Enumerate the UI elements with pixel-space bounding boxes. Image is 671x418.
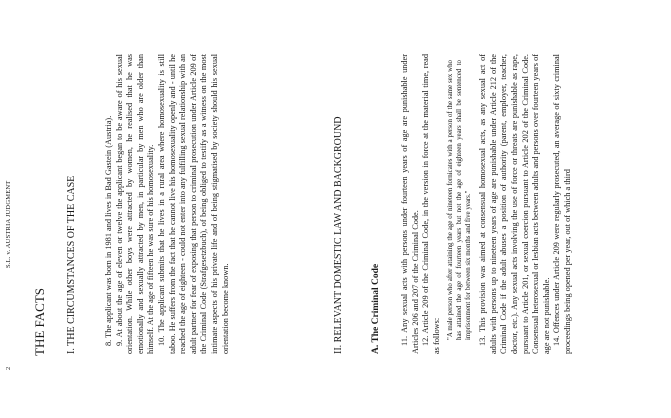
circumstances-body [104, 54, 231, 354]
page-number: 2 [5, 366, 12, 370]
domestic-law-body [400, 54, 574, 354]
paragraph-12: 12. Article 209 of the Criminal Code, in the version in force at the material time, read as follows: [421, 54, 441, 354]
paragraph-9: 9. At about the age of eleven or twelve the applicant began to be aware of his sexual orientation. While other boys were attracted by women, he realised that he was emotionally and sexually attracted by men, in particular by men who are older than himself. At the age of fifteen he was sure of his homosexuality. [114, 54, 156, 354]
paragraph-11: 11. Any sexual acts with persons under fourteen years of age are punishable under Articles 206 and 207 of the Criminal Code. [400, 54, 420, 354]
paragraph-14: 14. Offences under Article 209 were regularly prosecuted, an average of sixty criminal proceedings being opened per year, out of which a third [552, 54, 572, 354]
article-209-quote: "A male person who after attaining the age of nineteen fornicates with a person of the same sex who has attained the age of fourteen years but not the age of eighteen years shall be sentenced to imprisonment for between six months and five years." [447, 60, 472, 340]
facts-heading: THE FACTS [32, 287, 47, 356]
paragraph-10: 10. The applicant submits that he lives in a rural area where homosexuality is still taboo. He suffers from the fact that he cannot live his homosexuality openly and - until he reached the age of eighteen - could not enter into any fulfilling sexual relationship with an adult partner for fear of exposing that person to criminal prosecution under Article 209 of the Criminal Code (Strafgesetzbuch), of being obliged to testify as a witness on the most intimate aspects of his private life and of being stigmatised by society should his sexual orientation become known. [156, 54, 230, 354]
subheading-criminal-code: A. The Criminal Code [371, 263, 381, 354]
section-heading-circumstances: I. THE CIRCUMSTANCES OF THE CASE [66, 175, 77, 354]
paragraph-8: 8. The applicant was born in 1981 and lives in Bad Gastein (Austria). [104, 115, 113, 346]
paragraph-13: 13. This provision was aimed at consensual homosexual acts, as any sexual act of adults with persons up to nineteen years of age are punishable under Article 212 of the Criminal Code if the adult abuses a position of authority (parent, employer, teacher, doctor, etc.). Any sexual acts involving the use of force or threats are punishable as rape, pursuant to Article 201, or sexual coercion pursuant to Article 202 of the Criminal Code. Consensual heterosexual or lesbian acts between adults and persons over fourteen years of age are not punishable. [478, 54, 551, 354]
section-heading-domestic-law: II. RELEVANT DOMESTIC LAW AND BACKGROUND [333, 116, 344, 354]
running-title: S.L. v. AUSTRIA JUDGMENT [5, 180, 12, 268]
